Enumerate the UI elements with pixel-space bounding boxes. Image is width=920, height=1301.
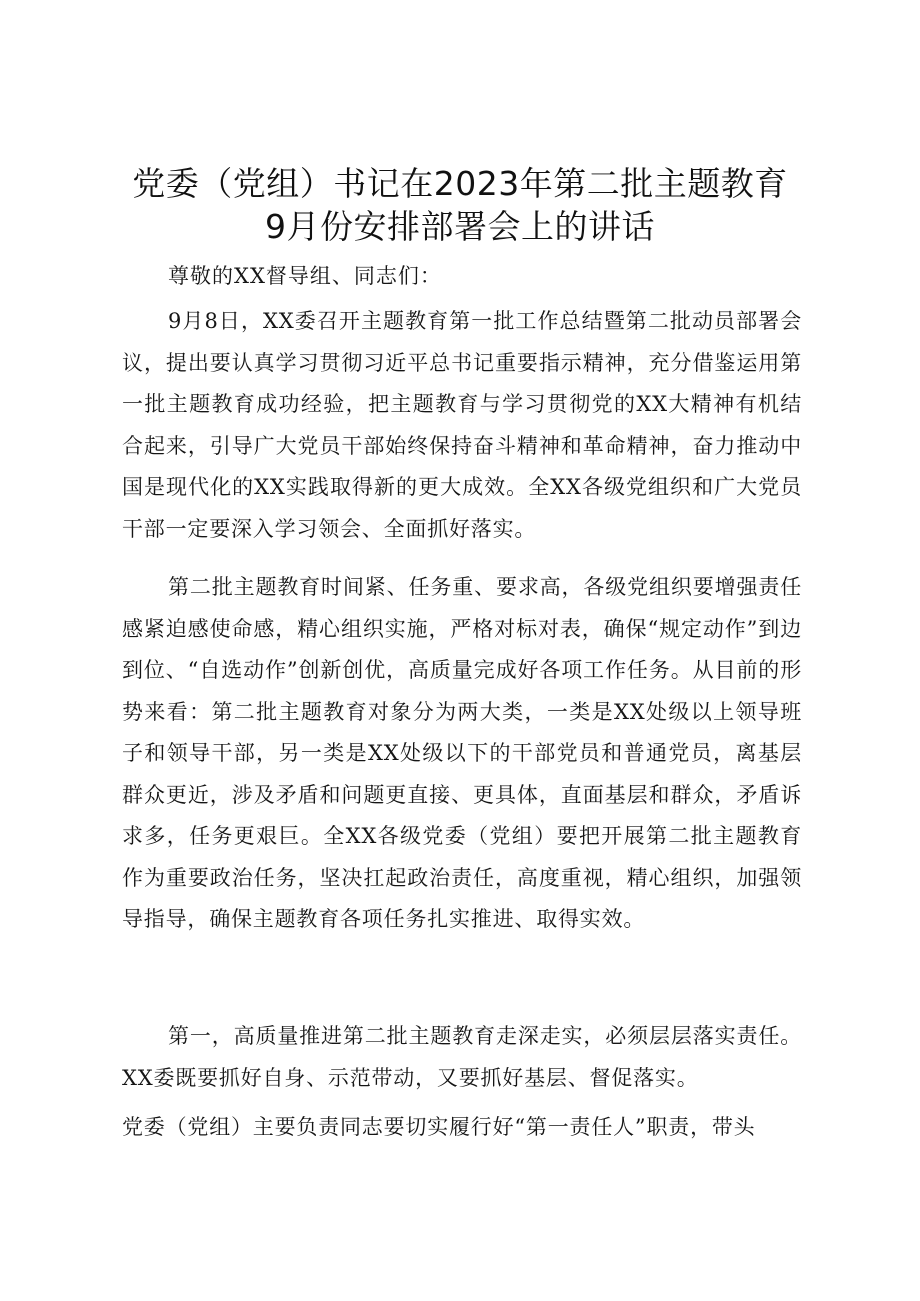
title-line-2: 9月份安排部署会上的讲话 [265, 207, 655, 246]
paragraph-4: 党委（党组）主要负责同志要切实履行好“第一责任人”职责，带头 [122, 1115, 756, 1139]
paragraph-1: 9月8日，XX委召开主题教育第一批工作总结暨第二批动员部署会议，提出要认真学习贯彻习近平总书记重要指示精神，充分借鉴运用第一批主题教育成功经验，把主题教育与学习贯彻党的XX大精神有机结合起来，引导广大党员干部始终保持奋斗精神和革命精神，奋力推动中国是现代化的XX实践取得新的更大成效。全XX各级党组织和广大党员干部一定要深入学习领会、全面抓好落实。 [122, 309, 802, 541]
title-line-1: 党委（党组）书记在2023年第二批主题教育 [132, 164, 788, 203]
salutation: 尊敬的XX督导组、同志们： [168, 264, 442, 288]
paragraph-3: 第一，高质量推进第二批主题教育走深走实，必须层层落实责任。XX委既要抓好自身、示范带动，又要抓好基层、督促落实。 [122, 1024, 802, 1090]
document-title [0, 162, 920, 248]
paragraph-2: 第二批主题教育时间紧、任务重、要求高，各级党组织要增强责任感紧迫感使命感，精心组织实施，严格对标对表，确保“规定动作”到边到位、“自选动作”创新创优，高质量完成好各项工作任务。从目前的形势来看：第二批主题教育对象分为两大类，一类是XX处级以上领导班子和领导干部，另一类是XX处级以下的干部党员和普通党员，离基层群众更近，涉及矛盾和问题更直接、更具体，直面基层和群众，矛盾诉求多，任务更艰巨。全XX各级党委（党组）要把开展第二批主题教育作为重要政治任务，坚决扛起政治责任，高度重视，精心组织，加强领导指导，确保主题教育各项任务扎实推进、取得实效。 [122, 575, 802, 931]
